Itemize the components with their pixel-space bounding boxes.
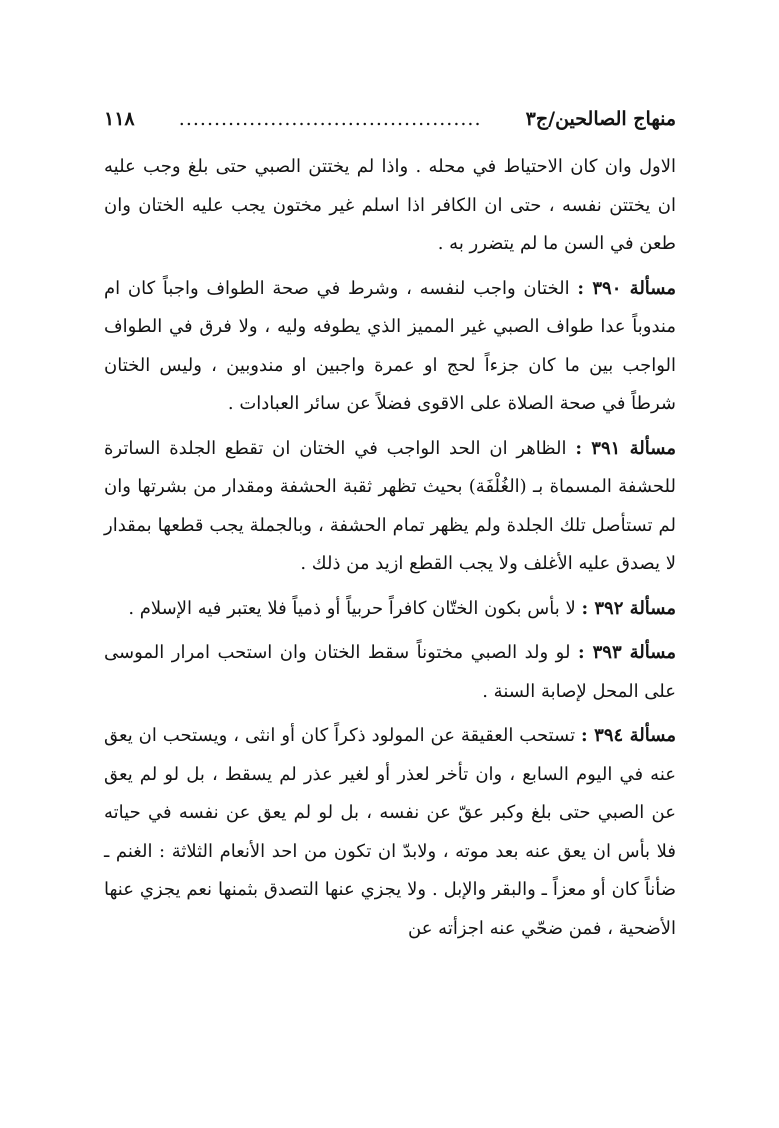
running-header: [104, 108, 676, 144]
issue-label: مسألة ٣٩٣ :: [577, 642, 676, 663]
issue-391: [104, 430, 676, 584]
leader-dots: ...........................................: [178, 108, 482, 130]
issue-390: [104, 270, 676, 424]
paragraph-text: لو ولد الصبي مختوناً سقط الختان وان استحب امرار الموسى على المحل لإصابة السنة .: [104, 642, 676, 702]
issue-392: [104, 590, 676, 629]
paragraph-continuation: [104, 148, 676, 264]
issue-label: مسألة ٣٩٢ :: [581, 597, 676, 619]
issue-394: [104, 717, 676, 948]
page-body: [104, 148, 676, 948]
issue-label: مسألة ٣٩٤ :: [581, 725, 676, 746]
paragraph-text: الاول وان كان الاحتياط في محله . واذا لم يختتن الصبي حتى بلغ وجب عليه ان يختتن نفسه ، حتى ان الكافر اذا اسلم غير مختون يجب عليه الختان وان طعن في السن ما لم يتضرر به .: [104, 156, 676, 254]
issue-393: [104, 634, 676, 711]
page-number: ١١٨: [104, 108, 135, 130]
paragraph-text: الختان واجب لنفسه ، وشرط في صحة الطواف واجباً كان ام مندوباً عدا طواف الصبي غير المميز الذي يطوفه وليه ، ولا فرق في الطواف الواجب بين ما كان جزءاً لحج او عمرة واجبين او مندوبين ، وليس الختان شرطاً في صحة الصلاة على الاقوى فضلاً عن سائر العبادات .: [104, 277, 676, 414]
issue-label: مسألة ٣٩٠ :: [577, 277, 676, 299]
paragraph-text: الظاهر ان الحد الواجب في الختان ان تقطع الجلدة الساترة للحشفة المسماة بـ (الغُلْفَة) بحيث تظهر ثقبة الحشفة ومقدار من بشرتها وان لم تستأصل تلك الجلدة ولم يظهر تمام الحشفة ، وبالجملة يجب قطعها بمقدار لا يصدق عليه الأغلف ولا يجب القطع ازيد من ذلك .: [104, 437, 676, 574]
book-page: [104, 108, 676, 954]
book-title: منهاج الصالحين/ج٣: [525, 108, 676, 130]
issue-label: مسألة ٣٩١ :: [575, 437, 676, 459]
paragraph-text: تستحب العقيقة عن المولود ذكراً كان أو انثى ، ويستحب ان يعق عنه في اليوم السابع ، وان تأخر لعذر أو لغير عذر لم يسقط ، بل لو لم يعق عن الصبي حتى بلغ وكبر عقّ عن نفسه ، بل لو لم يعق عن نفسه في حياته فلا بأس ان يعق عنه بعد موته ، ولابدّ ان تكون من احد الأنعام الثلاثة : الغنم ـ ضأناً كان أو معزاً ـ والبقر والإبل . ولا يجزي عنها التصدق بثمنها نعم يجزي عنها الأضحية ، فمن ضحّي عنه اجزأته عن: [104, 725, 676, 939]
paragraph-text: لا بأس بكون الختّان كافراً حربياً أو ذمياً فلا يعتبر فيه الإسلام .: [128, 597, 576, 619]
